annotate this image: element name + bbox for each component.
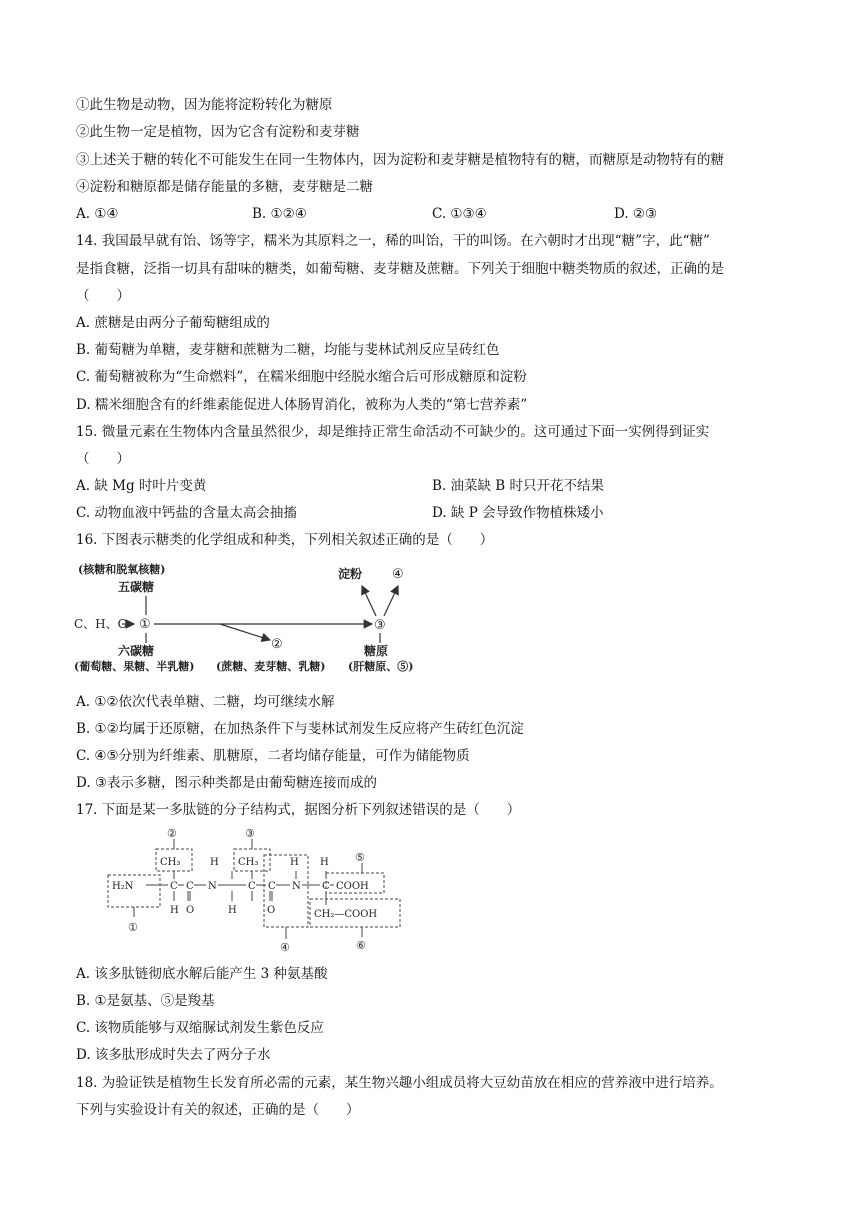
- pentose-label: 五碳糖: [118, 580, 155, 594]
- cooh-group: COOH: [336, 881, 369, 892]
- ch3-group-2: CH₃: [238, 857, 259, 868]
- q13-option-b: B. ①②④: [252, 206, 307, 222]
- sugar-classification-diagram: [70, 558, 430, 676]
- polypeptide-structure-diagram: [100, 827, 410, 955]
- q14-stem-line-3: （ ）: [76, 288, 130, 304]
- label-5: ⑤: [355, 851, 365, 864]
- c-atom-4: C: [268, 881, 276, 892]
- disaccharide-examples-label: (蔗糖、麦芽糖、乳糖): [216, 660, 326, 673]
- h-atom-n2: H: [290, 857, 299, 868]
- c-atom-5: C: [322, 881, 330, 892]
- hexose-label: 六碳糖: [118, 644, 155, 658]
- glycogen-label: 糖原: [364, 644, 389, 658]
- q16-option-c: C. ④⑤分别为纤维素、肌糖原，二者均储存能量，可作为储能物质: [76, 748, 470, 764]
- q16-option-a: A. ①②依次代表单糖、二糖，均可继续水解: [76, 694, 335, 710]
- q17-stem: 17. 下面是某一多肽链的分子结构式，据图分析下列叙述错误的是（ ）: [76, 802, 521, 818]
- label-6: ⑥: [356, 939, 366, 952]
- node-2-label: ②: [271, 637, 283, 652]
- starch-label: 淀粉: [338, 567, 363, 581]
- q13-option-a: A. ①④: [76, 206, 119, 222]
- q14-option-a: A. 蔗糖是由两分子葡萄糖组成的: [76, 315, 270, 331]
- q18-stem-line-1: 18. 为验证铁是植物生长发育所必需的元素，某生物兴趣小组成员将大豆幼苗放在相应的营养液中进行培养。: [76, 1075, 723, 1091]
- ch2-cooh-group: CH₂—COOH: [314, 909, 378, 920]
- q13-option-d: D. ②③: [614, 206, 658, 222]
- pentose-examples-label: (核糖和脱氧核糖): [78, 563, 166, 576]
- q18-stem-line-2: 下列与实验设计有关的叙述，正确的是（ ）: [76, 1102, 360, 1118]
- q13-option-c: C. ①③④: [432, 206, 487, 222]
- o-atom-1: O: [186, 905, 195, 916]
- q17-option-c: C. 该物质能够与双缩脲试剂发生紫色反应: [76, 1020, 324, 1036]
- q16-option-d: D. ③表示多糖，图示种类都是由葡萄糖连接而成的: [76, 775, 378, 791]
- ch3-group-1: CH₃: [160, 857, 181, 868]
- q13-statement-3: ③上述关于糖的转化不可能发生在同一生物体内，因为淀粉和麦芽糖是植物特有的糖，而糖原是动物特有的糖: [76, 152, 724, 168]
- to-starch-arrow: [362, 586, 376, 616]
- glycogen-examples-label: (肝糖原、⑤): [348, 660, 414, 673]
- q15-option-d: D. 缺 P 会导致作物植株矮小: [432, 505, 604, 521]
- q13-statement-2: ②此生物一定是植物，因为它含有淀粉和麦芽糖: [76, 124, 360, 140]
- to-node-4-arrow: [384, 586, 398, 616]
- q13-statement-4: ④淀粉和糖原都是储存能量的多糖，麦芽糖是二糖: [76, 179, 373, 195]
- q17-option-d: D. 该多肽形成时失去了两分子水: [76, 1047, 271, 1063]
- h-atom-c3: H: [320, 857, 329, 868]
- q14-stem-line-1: 14. 我国最早就有饴、饧等字，糯米为其原料之一，稀的叫饴，干的叫饧。在六朝时才出现“糖”字，此“糖”: [76, 233, 710, 249]
- c-atom-1: C: [170, 881, 178, 892]
- node-1-label: ①: [139, 617, 151, 632]
- c-atom-3: C: [248, 881, 256, 892]
- monosaccharide-to-disaccharide-arrow: [220, 624, 270, 640]
- q15-option-b: B. 油菜缺 B 时只开花不结果: [432, 478, 605, 494]
- h-atom-c2: H: [228, 905, 237, 916]
- hexose-examples-label: (葡萄糖、果糖、半乳糖): [74, 660, 195, 673]
- q14-option-b: B. 葡萄糖为单糖，麦芽糖和蔗糖为二糖，均能与斐林试剂反应呈砖红色: [76, 342, 500, 358]
- h2n-group: H₂N: [112, 881, 134, 892]
- o-atom-2: O: [267, 905, 276, 916]
- label-2: ②: [167, 827, 177, 840]
- q15-stem-line-2: （ ）: [76, 451, 130, 467]
- node-3-label: ③: [374, 618, 386, 633]
- n-atom-2: N: [292, 881, 301, 892]
- elements-label: C、H、O: [74, 617, 128, 631]
- c-atom-2: C: [186, 881, 194, 892]
- h-atom-n1: H: [210, 857, 219, 868]
- q13-statement-1: ①此生物是动物，因为能将淀粉转化为糖原: [76, 97, 333, 113]
- q17-option-b: B. ①是氨基、⑤是羧基: [76, 993, 215, 1009]
- q14-stem-line-2: 是指食糖，泛指一切具有甜味的糖类，如葡萄糖、麦芽糖及蔗糖。下列关于细胞中糖类物质的叙述，正确的是: [76, 261, 724, 277]
- q16-option-b: B. ①②均属于还原糖，在加热条件下与斐林试剂发生反应将产生砖红色沉淀: [76, 721, 524, 737]
- n-atom-1: N: [208, 881, 217, 892]
- h-atom-c1: H: [170, 905, 179, 916]
- q16-stem: 16. 下图表示糖类的化学组成和种类，下列相关叙述正确的是（ ）: [76, 532, 494, 548]
- node-4-label: ④: [392, 567, 404, 582]
- q14-option-d: D. 糯米细胞含有的纤维素能促进人体肠胃消化，被称为人类的“第七营养素”: [76, 397, 528, 413]
- q15-stem-line-1: 15. 微量元素在生物体内含量虽然很少，却是维持正常生命活动不可缺少的。这可通过下面一实例得到证实: [76, 424, 710, 440]
- label-1: ①: [128, 921, 138, 934]
- label-4: ④: [280, 941, 290, 954]
- q17-option-a: A. 该多肽链彻底水解后能产生 3 种氨基酸: [76, 966, 328, 982]
- q15-option-c: C. 动物血液中钙盐的含量太高会抽搐: [76, 505, 297, 521]
- label-3: ③: [245, 827, 255, 840]
- q14-option-c: C. 葡萄糖被称为“生命燃料”，在糯米细胞中经脱水缩合后可形成糖原和淀粉: [76, 369, 527, 385]
- q15-option-a: A. 缺 Mg 时叶片变黄: [76, 478, 207, 494]
